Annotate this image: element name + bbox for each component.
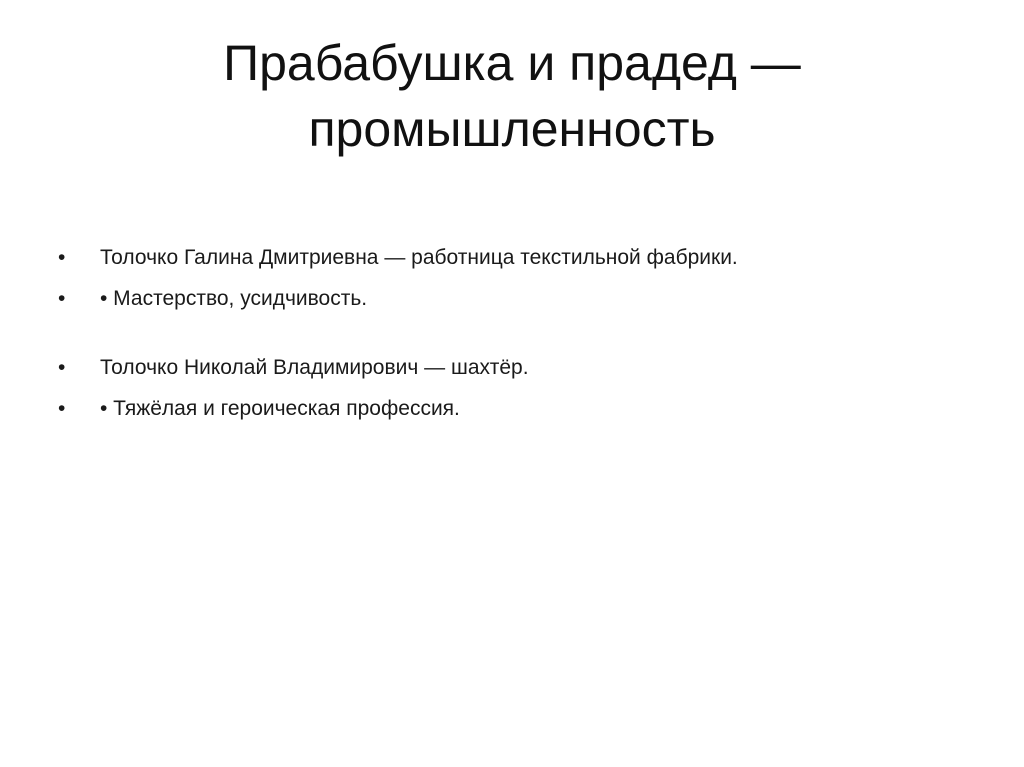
bullet-icon: • [58,246,66,269]
bullet-icon: • [58,287,66,310]
slide-title: Прабабушка и прадед — промышленность [223,35,801,157]
bullet-list [58,244,958,423]
bullet-icon: • [58,397,66,420]
list-item-text: • Мастерство, усидчивость. [100,287,368,310]
list-item-text: Толочко Николай Владимирович — шахтёр. [100,356,529,379]
bullet-icon: • [58,356,66,379]
list-item [58,244,958,272]
list-item [58,395,958,423]
list-item-text: Толочко Галина Дмитриевна — работница текстильной фабрики. [100,246,738,269]
list-item [58,354,958,382]
list-item [58,285,958,313]
list-item-text: • Тяжёлая и героическая профессия. [100,397,460,420]
